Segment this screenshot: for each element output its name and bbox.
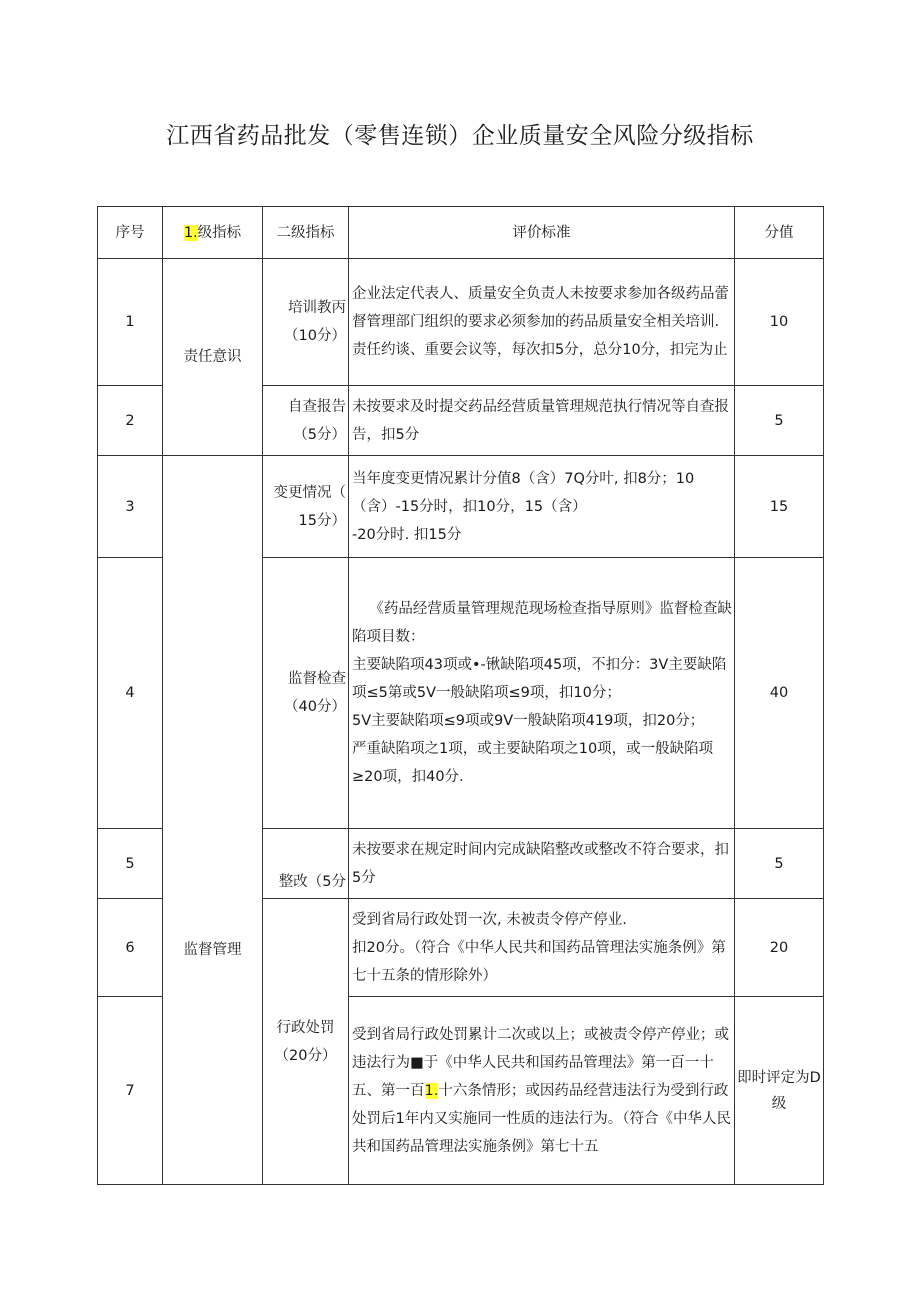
- row-seq: 7: [98, 997, 163, 1185]
- highlight-mark: 1.: [424, 1082, 439, 1099]
- highlight-mark: 1.: [183, 224, 198, 241]
- score-cell: 5: [735, 829, 824, 899]
- header-level2: 二级指标: [263, 207, 349, 259]
- level2-penalty: 行政处罚 （20分）: [263, 899, 349, 1185]
- header-criteria: 评价标准: [349, 207, 735, 259]
- row-seq: 2: [98, 386, 163, 456]
- score-cell: 20: [735, 899, 824, 997]
- level2-changes: 变更情况（ 15分）: [263, 456, 349, 558]
- level1-supervision: 监督管理: [163, 456, 263, 1185]
- score-cell: 15: [735, 456, 824, 558]
- criteria-cell: 《药品经营质量管理规范现场检查指导原则》监督检查缺陷项目数： 主要缺陷项43项或•-锹缺陷项45项，不扣分：3V主要缺陷项≤5第或5V一般缺陷项≤9项，扣10分； 5V主要缺陷项≤9项或9V一般缺陷项419项，扣20分； 严重缺陷项之1项，或主要缺陷项之10项，或一般缺陷项≥20项，扣40分.: [349, 558, 735, 829]
- header-level1: [163, 207, 263, 259]
- criteria-cell: 企业法定代表人、质量安全负责人未按要求参加各级药品蕾督管理部门组织的要求必须参加的药品质量安全相关培训. 责任约谈、重要会议等，每次扣5分，总分10分，扣完为止: [349, 259, 735, 386]
- score-cell: 5: [735, 386, 824, 456]
- page-title: 江西省药品批发（零售连锁）企业质量安全风险分级指标: [166, 123, 754, 149]
- level2-training: 培训教丙 （10分）: [263, 259, 349, 386]
- criteria-cell: 受到省局行政处罚一次, 未被责令停产停业. 扣20分。（符合《中华人民共和国药品管理法实施条例》第七十五条的情形除外）: [349, 899, 735, 997]
- score-cell: 40: [735, 558, 824, 829]
- table-row: [98, 456, 824, 558]
- score-cell: 10: [735, 259, 824, 386]
- header-seq: 序号: [98, 207, 163, 259]
- table-row: [98, 259, 824, 386]
- criteria-cell: 当年度变更情况累计分值8（含）7Q分叶, 扣8分；10 （含）-15分时，扣10分，15（含） -20分时. 扣15分: [349, 456, 735, 558]
- risk-grading-table: [97, 206, 824, 1185]
- criteria-cell: 未按要求在规定时间内完成缺陷整改或整改不符合要求，扣5分: [349, 829, 735, 899]
- row-seq: 6: [98, 899, 163, 997]
- row-seq: 3: [98, 456, 163, 558]
- score-cell: 即时评定为D级: [735, 997, 824, 1185]
- table-header-row: [98, 207, 824, 259]
- level1-responsibility: 责任意识: [163, 259, 263, 456]
- level2-inspection: 监督检查 （40分）: [263, 558, 349, 829]
- row-seq: 5: [98, 829, 163, 899]
- row-seq: 4: [98, 558, 163, 829]
- row-seq: 1: [98, 259, 163, 386]
- level2-rectification: 整改（5分: [263, 829, 349, 899]
- criteria-cell: 受到省局行政处罚累计二次或以上；或被责令停产停业；或违法行为■于《中华人民共和国药品管理法》第一百一十五、第一百1.十六条情形；或因药品经营违法行为受到行政处罚后1年内又实施同一性质的违法行为。（符合《中华人民共和国药品管理法实施条例》第七十五: [349, 997, 735, 1185]
- level2-self-inspection: 自查报告 （5分）: [263, 386, 349, 456]
- header-score: 分值: [735, 207, 824, 259]
- criteria-cell: 未按要求及时提交药品经营质量管理规范执行情况等自查报告，扣5分: [349, 386, 735, 456]
- header-level1-text: 级指标: [197, 224, 242, 241]
